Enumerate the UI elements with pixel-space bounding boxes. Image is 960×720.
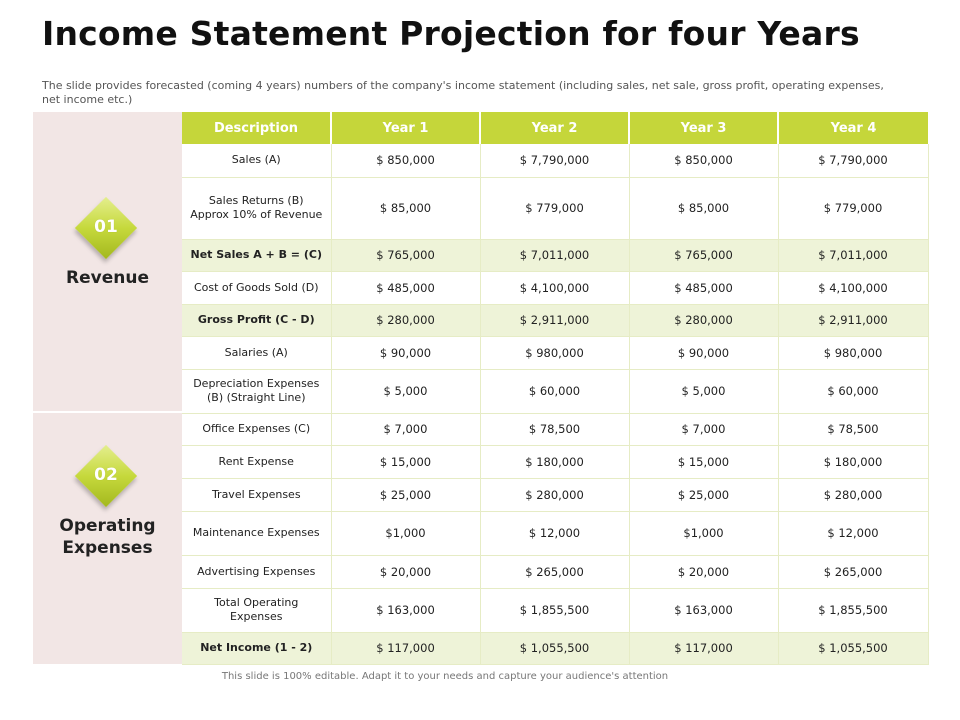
- table-row: [182, 511, 928, 555]
- table-row: [182, 336, 928, 369]
- cell-year-4: $ 4,100,000: [778, 271, 928, 304]
- cell-year-1: $ 85,000: [331, 177, 480, 239]
- cell-year-2: $ 2,911,000: [480, 304, 629, 336]
- table-row: [182, 413, 928, 445]
- page-subtitle: The slide provides forecasted (coming 4 years) numbers of the company's income statement (including sales, net sale, gross profit, operating expenses, net income etc.): [42, 79, 884, 106]
- cell-year-2: $ 7,011,000: [480, 239, 629, 271]
- cell-year-3: $ 25,000: [629, 478, 778, 511]
- cell-year-4: $ 280,000: [778, 478, 928, 511]
- cell-year-1: $ 20,000: [331, 555, 480, 588]
- header-year-2: Year 2: [480, 112, 629, 144]
- cell-description: Travel Expenses: [182, 478, 331, 511]
- cell-year-4: $ 1,055,500: [778, 632, 928, 664]
- cell-year-2: $ 7,790,000: [480, 144, 629, 177]
- cell-year-3: $ 280,000: [629, 304, 778, 336]
- footer-note: This slide is 100% editable. Adapt it to your needs and capture your audience's attention: [221, 671, 669, 682]
- cell-description: Cost of Goods Sold (D): [182, 271, 331, 304]
- cell-year-1: $ 117,000: [331, 632, 480, 664]
- cell-year-2: $ 78,500: [480, 413, 629, 445]
- cell-description: Maintenance Expenses: [182, 511, 331, 555]
- cell-description: Sales (A): [182, 144, 331, 177]
- table-row: [182, 478, 928, 511]
- header-year-1: Year 1: [331, 112, 480, 144]
- cell-year-2: $ 980,000: [480, 336, 629, 369]
- table-row: [182, 369, 928, 413]
- cell-year-1: $ 5,000: [331, 369, 480, 413]
- cell-year-1: $ 25,000: [331, 478, 480, 511]
- section-number-operating-expenses: 02: [94, 465, 118, 485]
- cell-year-3: $ 117,000: [629, 632, 778, 664]
- cell-year-3: $ 15,000: [629, 445, 778, 478]
- income-statement-table: [182, 112, 929, 665]
- table-row: [182, 177, 928, 239]
- table-row: [182, 445, 928, 478]
- cell-year-1: $ 15,000: [331, 445, 480, 478]
- cell-year-4: $ 265,000: [778, 555, 928, 588]
- table-row: [182, 271, 928, 304]
- cell-description: Depreciation Expenses (B) (Straight Line): [182, 369, 331, 413]
- cell-year-3: $ 7,000: [629, 413, 778, 445]
- table-row: [182, 144, 928, 177]
- cell-year-2: $ 4,100,000: [480, 271, 629, 304]
- cell-description: Office Expenses (C): [182, 413, 331, 445]
- cell-year-1: $ 90,000: [331, 336, 480, 369]
- cell-description: Salaries (A): [182, 336, 331, 369]
- page-title: Income Statement Projection for four Years: [42, 14, 860, 53]
- cell-year-1: $1,000: [331, 511, 480, 555]
- cell-year-4: $ 7,011,000: [778, 239, 928, 271]
- cell-year-2: $ 265,000: [480, 555, 629, 588]
- section-divider: [33, 411, 182, 413]
- cell-year-2: $ 280,000: [480, 478, 629, 511]
- cell-year-2: $ 1,055,500: [480, 632, 629, 664]
- cell-year-1: $ 163,000: [331, 588, 480, 632]
- cell-description: Rent Expense: [182, 445, 331, 478]
- header-description: Description: [182, 112, 331, 144]
- cell-year-4: $ 980,000: [778, 336, 928, 369]
- cell-year-2: $ 12,000: [480, 511, 629, 555]
- cell-year-2: $ 180,000: [480, 445, 629, 478]
- cell-year-4: $ 180,000: [778, 445, 928, 478]
- cell-year-4: $ 12,000: [778, 511, 928, 555]
- cell-year-1: $ 765,000: [331, 239, 480, 271]
- cell-year-2: $ 1,855,500: [480, 588, 629, 632]
- cell-year-1: $ 280,000: [331, 304, 480, 336]
- cell-year-3: $ 90,000: [629, 336, 778, 369]
- table-row: [182, 555, 928, 588]
- cell-description: Advertising Expenses: [182, 555, 331, 588]
- cell-year-3: $ 765,000: [629, 239, 778, 271]
- cell-year-1: $ 485,000: [331, 271, 480, 304]
- cell-year-4: $ 60,000: [778, 369, 928, 413]
- cell-description: Net Sales A + B = (C): [182, 239, 331, 271]
- cell-year-3: $ 20,000: [629, 555, 778, 588]
- cell-year-3: $ 85,000: [629, 177, 778, 239]
- cell-year-3: $ 5,000: [629, 369, 778, 413]
- cell-year-2: $ 60,000: [480, 369, 629, 413]
- section-panel: [33, 112, 182, 664]
- table-row: [182, 304, 928, 336]
- cell-year-4: $ 7,790,000: [778, 144, 928, 177]
- cell-description: Total Operating Expenses: [182, 588, 331, 632]
- cell-year-4: $ 1,855,500: [778, 588, 928, 632]
- cell-year-3: $ 850,000: [629, 144, 778, 177]
- table-header-row: [182, 112, 928, 144]
- section-label-operating-expenses: Operating Expenses: [59, 516, 156, 558]
- header-year-3: Year 3: [629, 112, 778, 144]
- cell-year-2: $ 779,000: [480, 177, 629, 239]
- table-row: [182, 588, 928, 632]
- cell-year-1: $ 7,000: [331, 413, 480, 445]
- table-row: [182, 239, 928, 271]
- cell-description: Net Income (1 - 2): [182, 632, 331, 664]
- header-year-4: Year 4: [778, 112, 928, 144]
- cell-year-3: $ 163,000: [629, 588, 778, 632]
- cell-description: Gross Profit (C - D): [182, 304, 331, 336]
- section-label-revenue: Revenue: [66, 268, 149, 288]
- cell-year-4: $ 779,000: [778, 177, 928, 239]
- cell-year-4: $ 78,500: [778, 413, 928, 445]
- table-row: [182, 632, 928, 664]
- cell-description: Sales Returns (B) Approx 10% of Revenue: [182, 177, 331, 239]
- cell-year-4: $ 2,911,000: [778, 304, 928, 336]
- cell-year-1: $ 850,000: [331, 144, 480, 177]
- cell-year-3: $ 485,000: [629, 271, 778, 304]
- cell-year-3: $1,000: [629, 511, 778, 555]
- section-number-revenue: 01: [94, 217, 118, 237]
